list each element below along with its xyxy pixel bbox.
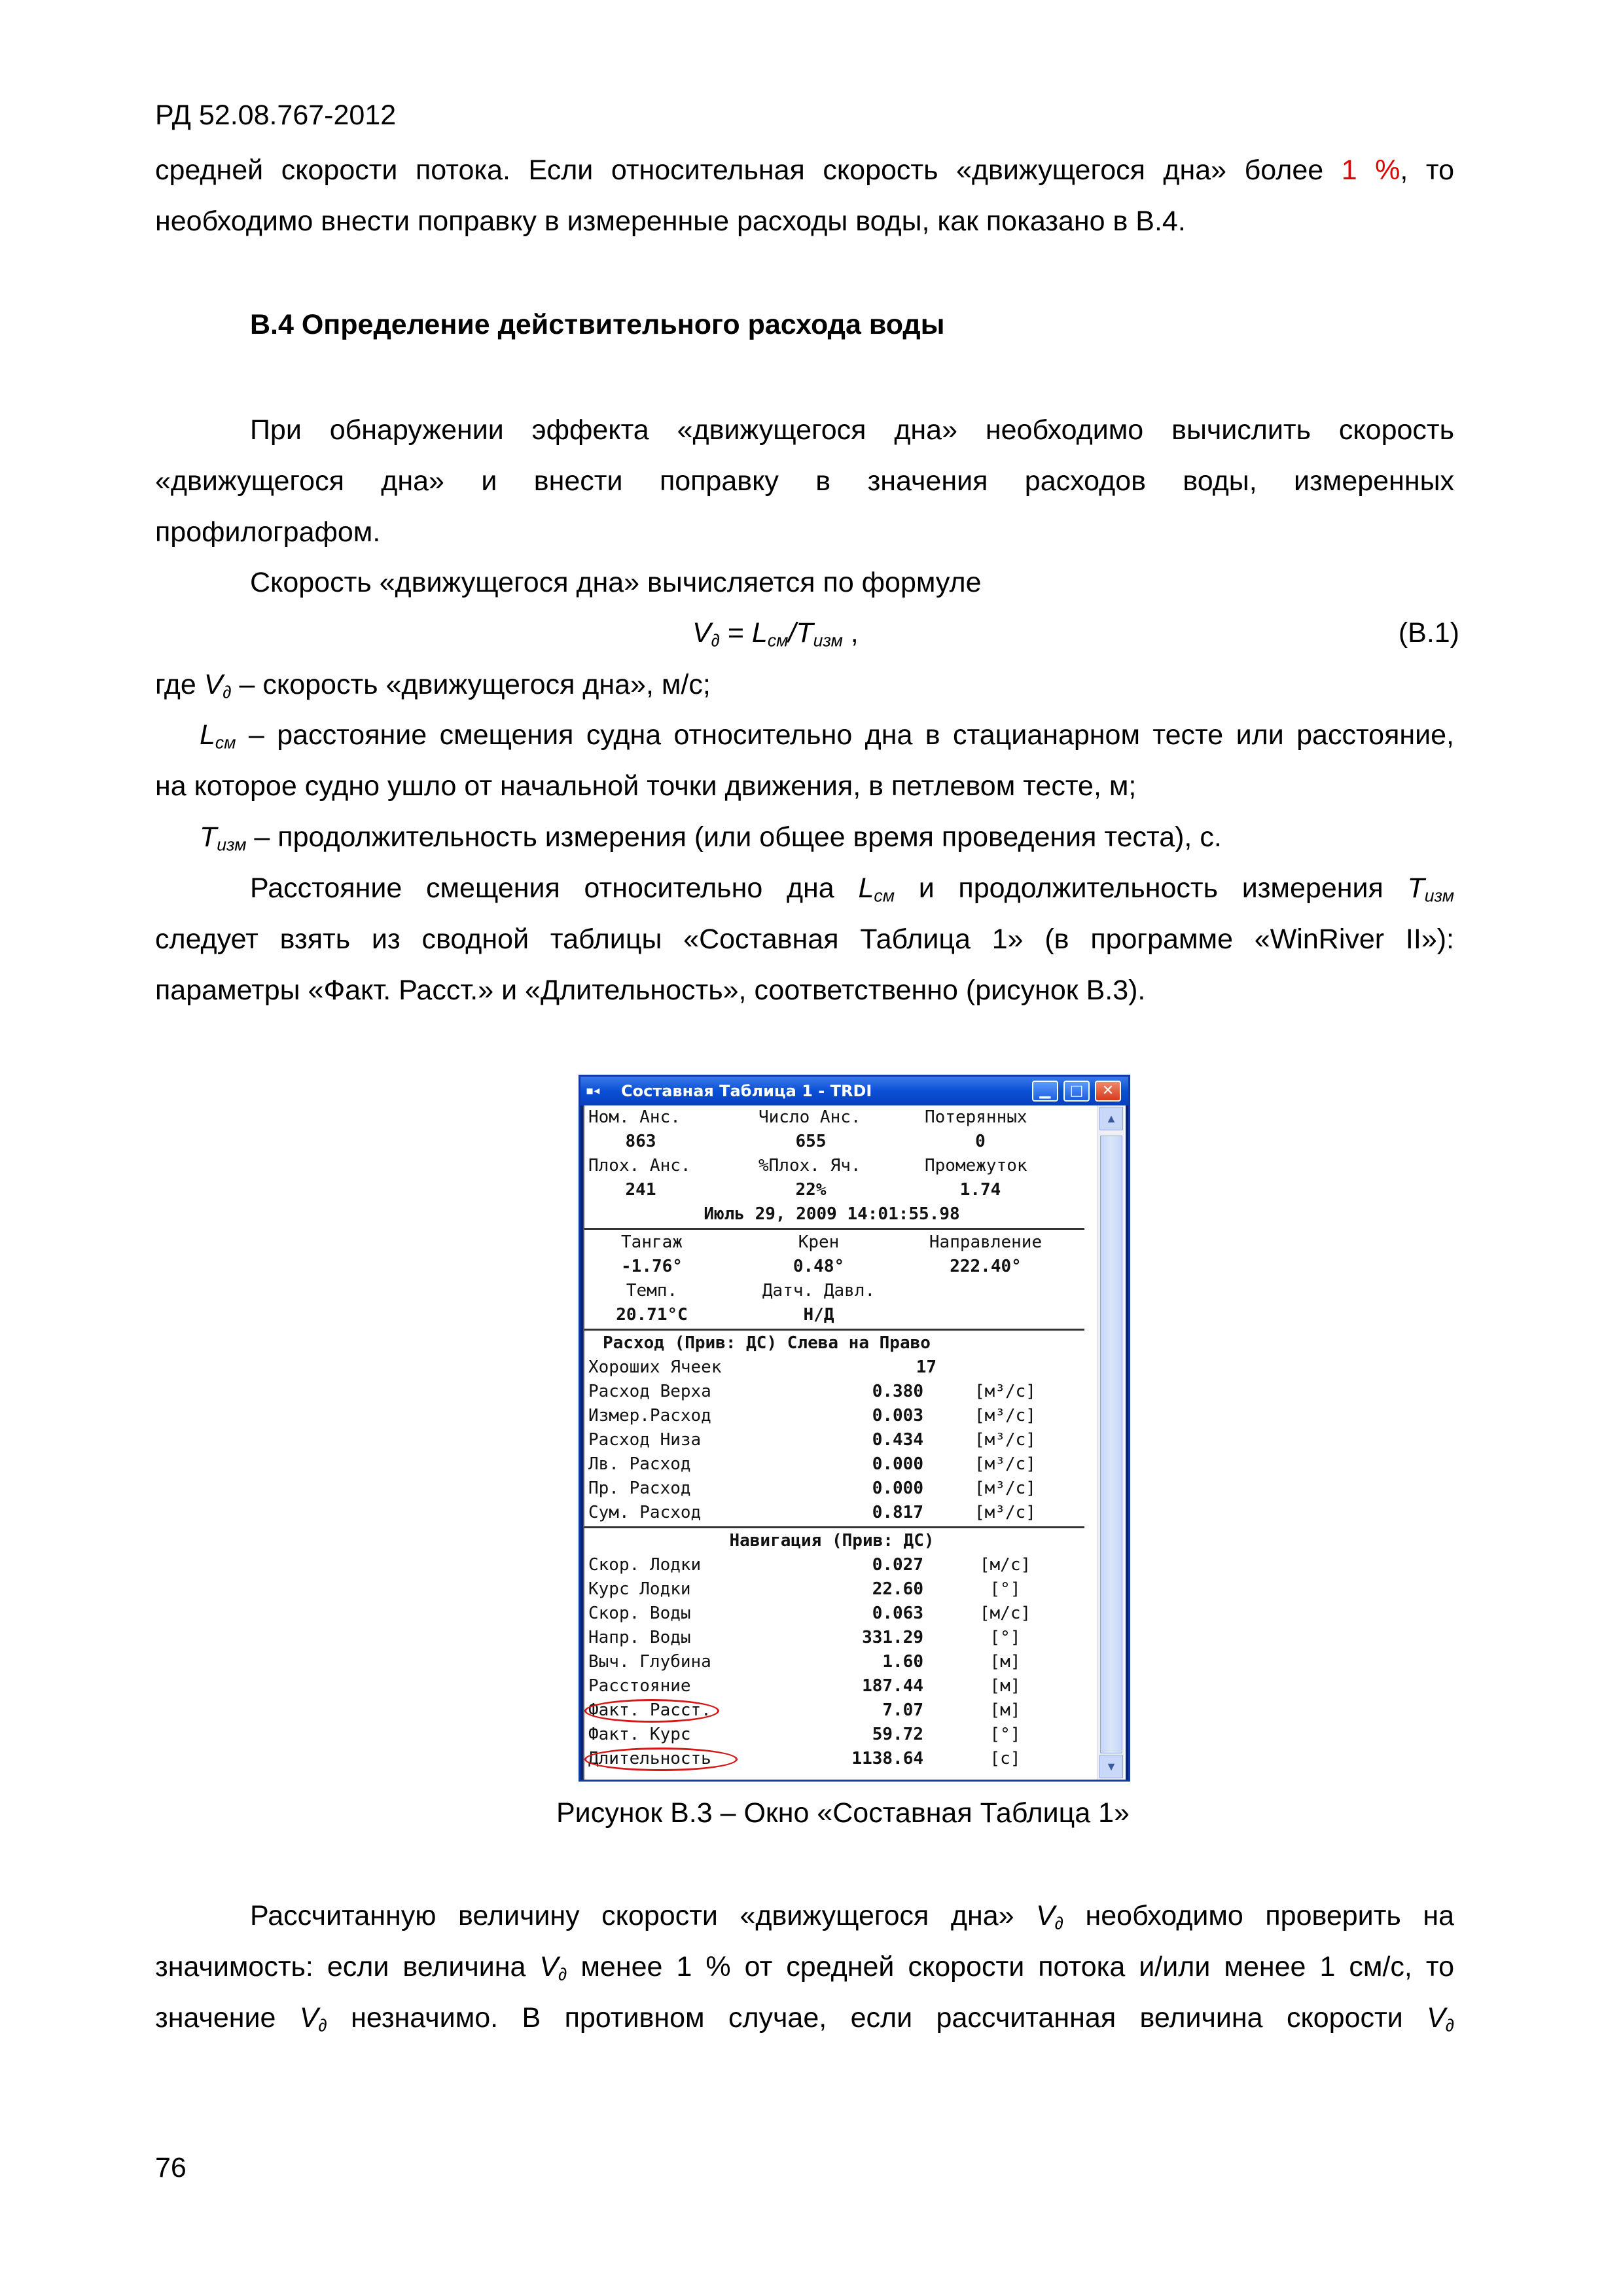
table-value: 0.003 (872, 1406, 923, 1426)
formula-var: V (299, 2002, 319, 2034)
formula-sub: ∂ (711, 630, 720, 651)
table-label: Измер.Расход (588, 1406, 711, 1426)
table-label: Расстояние (588, 1676, 691, 1696)
table-value: 241 (625, 1180, 656, 1200)
table-value: 7.07 (882, 1700, 923, 1720)
table-value: 655 (795, 1132, 827, 1151)
document-code: РД 52.08.767-2012 (155, 99, 397, 131)
close-icon: ✕ (1101, 1083, 1115, 1099)
table-unit: [м] (990, 1676, 1021, 1696)
text-span: значение (155, 2002, 300, 2034)
formula-sub: ∂ (223, 682, 232, 702)
table-border (583, 1105, 584, 1780)
formula-sub: изм (813, 630, 843, 651)
text-span: и продолжительность измерения (894, 872, 1408, 904)
table-label: Промежуток (925, 1156, 1027, 1175)
table-value: 0.434 (872, 1430, 923, 1450)
formula-var: V (539, 1951, 559, 1982)
formula-var: L (200, 719, 215, 751)
table-label: Расход Верха (588, 1382, 711, 1401)
table-label: %Плох. Яч. (758, 1156, 861, 1175)
table-value: 0.063 (872, 1604, 923, 1623)
paragraph-line: профилографом. (155, 516, 381, 548)
formula (692, 613, 954, 660)
table-value: 863 (625, 1132, 656, 1151)
table-label: Направление (929, 1232, 1043, 1252)
table-label: Факт. Расст. (588, 1700, 711, 1720)
table-divider (584, 1526, 1084, 1528)
composite-table (583, 1105, 1094, 1780)
formula-sub: см (215, 732, 236, 753)
window-title: Составная Таблица 1 - TRDI (621, 1082, 872, 1100)
paragraph-line (155, 1998, 1454, 2045)
paragraph-line (155, 1947, 1454, 1994)
table-value: 59.72 (872, 1725, 923, 1744)
paragraph-line: Скорость «движущегося дна» вычисляется по формуле (250, 567, 982, 598)
table-value: 22.60 (872, 1579, 923, 1599)
table-unit: [°] (990, 1628, 1021, 1647)
table-value: 1.60 (882, 1652, 923, 1672)
formula-var: T (1407, 872, 1425, 904)
formula-var: L (858, 872, 874, 904)
table-unit: [м³/с] (974, 1406, 1036, 1426)
text-span: где (155, 669, 204, 700)
text-span: менее 1 % от средней скорости потока и/или менее 1 см/с, то (567, 1951, 1454, 1982)
section-header: Навигация (Прив: ДС) (729, 1531, 935, 1551)
table-value: 1138.64 (851, 1749, 923, 1768)
definition-line (200, 817, 1508, 865)
table-label: Датч. Давл. (762, 1281, 876, 1300)
highlight-oval (584, 1748, 738, 1771)
section-title: В.4 Определение действительного расхода воды (250, 309, 945, 340)
table-label: Пр. Расход (588, 1479, 691, 1498)
formula-var: V (1427, 2002, 1446, 2034)
formula-var: V (204, 669, 223, 700)
table-label: Скор. Воды (588, 1604, 691, 1623)
formula-sub: изм (1424, 886, 1454, 906)
table-label: Темп. (626, 1281, 678, 1300)
table-unit: [м³/с] (974, 1479, 1036, 1498)
table-unit: [°] (990, 1725, 1021, 1744)
formula-op: / (788, 617, 796, 649)
scroll-up-button[interactable] (1099, 1107, 1123, 1130)
minimize-button[interactable] (1032, 1081, 1058, 1102)
page-number: 76 (155, 2152, 187, 2183)
formula-number: (В.1) (1398, 617, 1459, 649)
paragraph-line (155, 151, 1454, 190)
window-titlebar[interactable] (580, 1077, 1128, 1105)
text-span: необходимо проверить на (1063, 1900, 1454, 1931)
table-label: Крен (798, 1232, 840, 1252)
paragraph-line (250, 1896, 1454, 1943)
table-label: Напр. Воды (588, 1628, 691, 1647)
formula-sub: ∂ (1054, 1913, 1063, 1933)
table-label: Лв. Расход (588, 1454, 691, 1474)
table-label: Длительность (588, 1749, 711, 1768)
table-unit: [м] (990, 1652, 1021, 1672)
section-header: Расход (Прив: ДС) Слева на Право (603, 1333, 931, 1353)
table-label: Факт. Курс (588, 1725, 691, 1744)
formula-var: V (1036, 1900, 1055, 1931)
table-value: 0 (975, 1132, 986, 1151)
formula-op: = (719, 617, 752, 649)
definition-line: на которое судно ушло от начальной точки движения, в петлевом тесте, м; (155, 770, 1137, 802)
table-unit: [м³/с] (974, 1430, 1036, 1450)
text-span: , то (1400, 154, 1454, 186)
formula-var: L (751, 617, 768, 649)
scroll-thumb[interactable] (1100, 1136, 1122, 1753)
table-label: Тангаж (621, 1232, 683, 1252)
table-unit: [м³/с] (974, 1382, 1036, 1401)
table-unit: [м/с] (979, 1555, 1031, 1575)
table-label: Курс Лодки (588, 1579, 691, 1599)
table-label: Плох. Анс. (588, 1156, 691, 1175)
text-span: средней скорости потока. Если относительная скорость «движущегося дна» более (155, 154, 1342, 186)
table-value: -1.76° (621, 1257, 683, 1276)
text-span: Расстояние смещения относительно дна (250, 872, 859, 904)
formula-sub: см (767, 630, 789, 651)
table-value: 0.000 (872, 1479, 923, 1498)
table-value: 0.027 (872, 1555, 923, 1575)
definition-line (155, 665, 1464, 712)
table-unit: [м³/с] (974, 1503, 1036, 1522)
chevron-up-icon: ▲ (1105, 1112, 1117, 1125)
paragraph-line: При обнаружении эффекта «движущегося дна» необходимо вычислить скорость (250, 414, 1454, 446)
text-span: – продолжительность измерения (или общее время проведения теста), с. (246, 821, 1222, 853)
paragraph-line: необходимо внести поправку в измеренные расходы воды, как показано в В.4. (155, 206, 1186, 237)
table-value: 0.817 (872, 1503, 923, 1522)
table-label: Ном. Анс. (588, 1107, 681, 1127)
table-label: Скор. Лодки (588, 1555, 702, 1575)
table-value: 331.29 (862, 1628, 923, 1647)
minimize-icon: ▁ (1039, 1083, 1051, 1099)
paragraph-line: следует взять из сводной таблицы «Составная Таблица 1» (в программе «WinRiver II»): (155, 924, 1454, 955)
table-value: 17 (916, 1357, 936, 1377)
datetime-value: Июль 29, 2009 14:01:55.98 (704, 1204, 960, 1224)
window-client-area (583, 1105, 1126, 1780)
table-value: 187.44 (862, 1676, 923, 1696)
table-value: 0.48° (793, 1257, 845, 1276)
table-value: 0.380 (872, 1382, 923, 1401)
table-label: Расход Низа (588, 1430, 702, 1450)
formula-var: T (200, 821, 217, 853)
composite-table-window (579, 1075, 1130, 1782)
app-icon: ▪◂ (586, 1084, 600, 1098)
table-divider (584, 1228, 1084, 1230)
table-value: Н/Д (803, 1305, 834, 1325)
table-value: 1.74 (959, 1180, 1001, 1200)
figure-caption: Рисунок В.3 – Окно «Составная Таблица 1» (556, 1797, 1130, 1829)
vertical-scrollbar[interactable] (1097, 1105, 1124, 1780)
table-label: Выч. Глубина (588, 1652, 711, 1672)
table-value: 20.71°C (616, 1305, 688, 1325)
formula-sub: изм (217, 834, 247, 855)
table-value: 222.40° (950, 1257, 1022, 1276)
formula-sub: ∂ (558, 1964, 567, 1984)
maximize-icon: □ (1069, 1083, 1084, 1099)
formula-var: T (796, 617, 813, 649)
formula-var: V (692, 617, 711, 649)
maximize-button[interactable] (1063, 1081, 1090, 1102)
table-label: Сум. Расход (588, 1503, 702, 1522)
chevron-down-icon: ▼ (1105, 1760, 1117, 1773)
highlight-oval (584, 1699, 719, 1723)
close-button[interactable] (1095, 1081, 1121, 1102)
formula-sub: ∂ (318, 2015, 327, 2036)
definition-line (200, 715, 1454, 762)
scroll-down-button[interactable] (1099, 1755, 1123, 1778)
table-value: 0.000 (872, 1454, 923, 1474)
text-span: – скорость «движущегося дна», м/с; (231, 669, 711, 700)
formula-op: , (842, 617, 859, 649)
table-label: Хороших Ячеек (588, 1357, 722, 1377)
red-highlight: 1 % (1341, 154, 1400, 186)
text-span: Рассчитанную величину скорости «движущегося дна» (250, 1900, 1037, 1931)
paragraph-line: параметры «Факт. Расст.» и «Длительность», соответственно (рисунок В.3). (155, 975, 1146, 1006)
table-divider (584, 1329, 1084, 1331)
table-unit: [м] (990, 1700, 1021, 1720)
paragraph-line (250, 869, 1454, 916)
formula-sub: см (874, 886, 895, 906)
text-span: – расстояние смещения судна относительно дна в стацианарном тесте или расстояние, (236, 719, 1454, 751)
formula-sub: ∂ (1445, 2015, 1454, 2036)
table-value: 22% (795, 1180, 827, 1200)
table-label: Потерянных (925, 1107, 1027, 1127)
paragraph-line: «движущегося дна» и внести поправку в значения расходов воды, измеренных (155, 465, 1454, 497)
text-span: незначимо. В противном случае, если рассчитанная величина скорости (327, 2002, 1427, 2034)
table-unit: [м³/с] (974, 1454, 1036, 1474)
table-unit: [м/с] (979, 1604, 1031, 1623)
table-label: Число Анс. (758, 1107, 861, 1127)
table-unit: [с] (990, 1749, 1021, 1768)
table-unit: [°] (990, 1579, 1021, 1599)
text-span: значимость: если величина (155, 1951, 540, 1982)
